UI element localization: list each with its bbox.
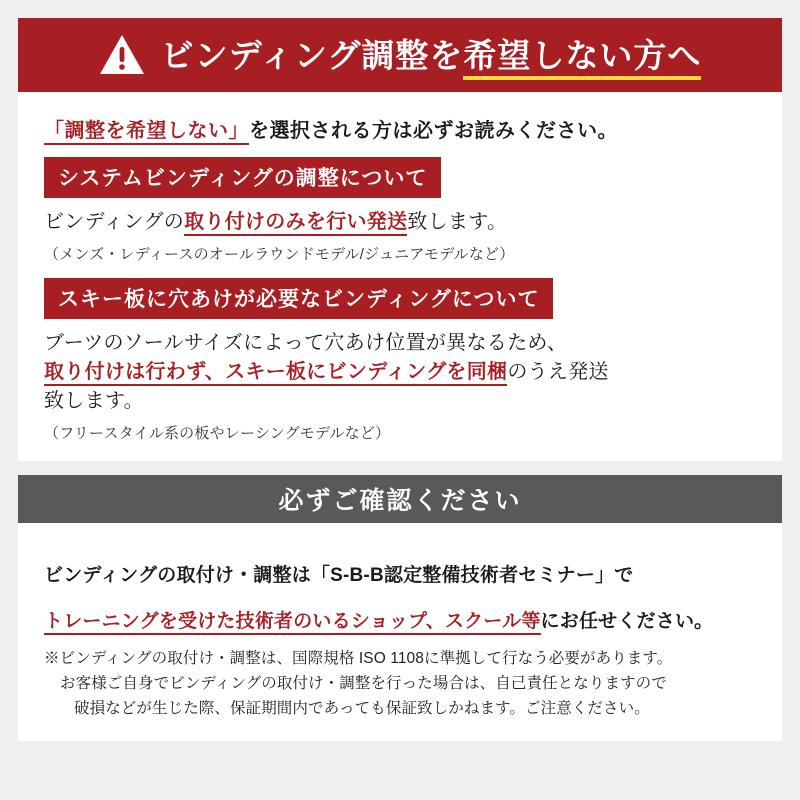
page-title	[160, 36, 702, 74]
confirm-line-2	[44, 606, 756, 633]
section-body-drilling-line1: ブーツのソールサイズによって穴あけ位置が異なるため、	[44, 332, 568, 354]
confirm-line-1: ビンディングの取付け・調整は「S-B-B認定整備技術者セミナー」で	[44, 565, 634, 586]
fine-print	[44, 647, 756, 721]
confirm-body	[18, 523, 782, 741]
panel-header-bar	[18, 18, 782, 92]
body-red: 取り付けのみを行い発送	[184, 211, 407, 236]
fine-print-line-3: 破損などが生じた際、保証期間内であっても保証致しかねます。ご注意ください。	[74, 699, 650, 717]
page-title-plain: ビンディング調整を	[160, 36, 464, 74]
section-body-drilling-line3: 致します。	[44, 390, 144, 412]
confirm-line-2-post: にお任せください。	[540, 611, 714, 632]
section-body-system-binding	[44, 208, 756, 237]
section-body-drilling-line2	[44, 358, 756, 387]
section-note-system-binding: （メンズ・レディースのオールラウンドモデル/ジュニアモデルなど）	[44, 246, 515, 263]
section-heading-system-binding: システムビンディングの調整について	[44, 157, 441, 198]
confirm-header-bar	[18, 475, 782, 523]
body-pre: ビンディングの	[44, 211, 185, 233]
body-post: 致します。	[407, 211, 508, 233]
must-confirm-panel	[18, 475, 782, 741]
lead-rest: を選択される方は必ずお読みください。	[249, 120, 618, 142]
page-title-highlight: 希望しない方へ	[463, 37, 701, 80]
lead-text	[44, 114, 756, 143]
section-drilling-binding	[44, 278, 756, 443]
confirm-line-2-red: トレーニングを受けた技術者のいるショップ、スクール等	[44, 611, 541, 635]
confirm-title: 必ずご確認ください	[278, 487, 522, 515]
body-red-2: 取り付けは行わず、スキー板にビンディングを同梱	[44, 361, 507, 386]
section-system-binding	[44, 157, 756, 264]
fine-print-line-2: お客様ご自身でビンディングの取付け・調整を行った場合は、自己責任となりますので	[60, 674, 667, 692]
binding-no-adjust-panel	[18, 18, 782, 461]
warning-triangle-icon	[99, 34, 145, 76]
panel-body	[18, 92, 782, 461]
body-post-2: のうえ発送	[507, 361, 609, 383]
section-note-drilling-binding: （フリースタイル系の板やレーシングモデルなど）	[44, 425, 391, 442]
lead-red-part: 「調整を希望しない」	[44, 120, 249, 145]
section-heading-drilling-binding: スキー板に穴あけが必要なビンディングについて	[44, 278, 553, 319]
fine-print-line-1: ※ビンディングの取付け・調整は、国際規格 ISO 1108に準拠して行なう必要があります。	[44, 650, 673, 667]
